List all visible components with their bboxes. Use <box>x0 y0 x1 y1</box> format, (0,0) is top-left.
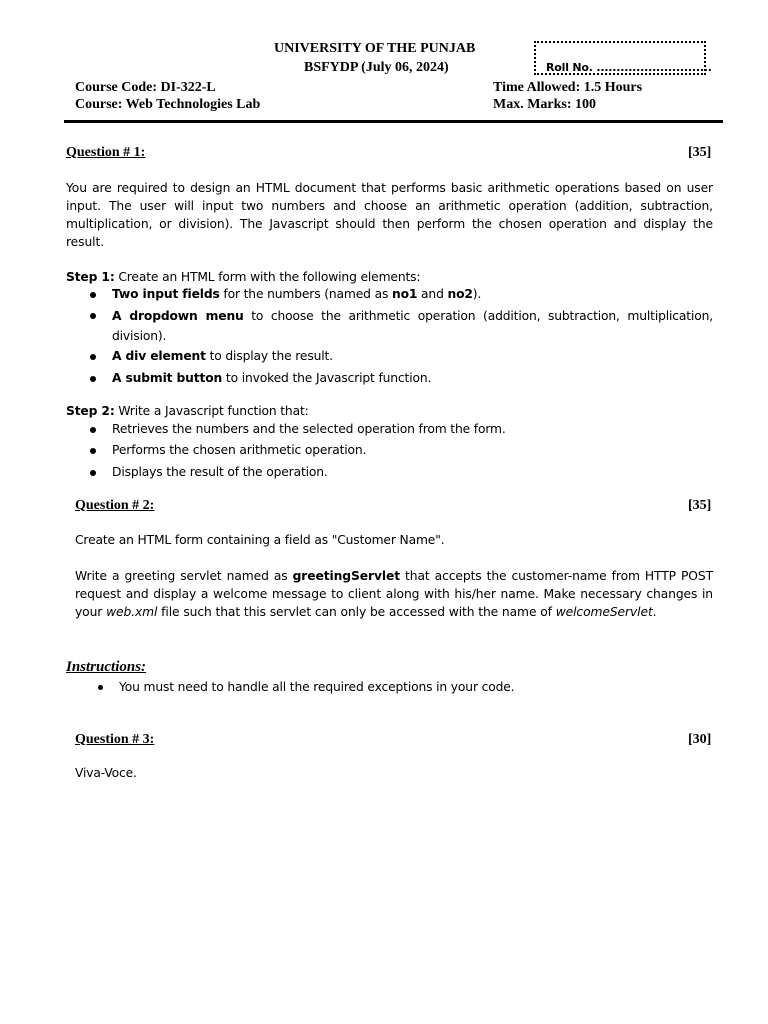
step2-bullet-2: Performs the chosen arithmetic operation. <box>112 443 367 457</box>
q2-p2-c: file such that this servlet can only be accessed with the name of <box>157 605 556 619</box>
step2-label: Step 2: <box>66 404 115 418</box>
q1-intro: You are required to design an HTML document that performs basic arithmetic operations based on user input. The user will input two numbers and choose an arithmetic operation (addition, subtraction, multiplication, or division). The Javascript should then perform the chosen operation and display the result. <box>66 181 713 249</box>
instruction-item: You must need to handle all the required exceptions in your code. <box>119 680 515 694</box>
b2-bold: A dropdown menu <box>112 309 244 323</box>
b3-bold: A div element <box>112 349 206 363</box>
time-allowed: Time Allowed: 1.5 Hours <box>493 80 643 95</box>
bullet-icon <box>90 292 96 298</box>
q2-p2-italic2: welcomeServlet <box>555 605 653 619</box>
b1-end: ). <box>472 287 482 301</box>
q2-p2-bold: greetingServlet <box>292 569 401 583</box>
course-code: Course Code: DI-322-L <box>75 80 216 95</box>
step1-bullet-2 <box>112 306 713 346</box>
step2-text: Write a Javascript function that: <box>114 404 309 418</box>
bullet-icon <box>90 354 96 360</box>
step1-bullet-3 <box>112 349 333 363</box>
course-name: Course: Web Technologies Lab <box>75 97 261 112</box>
bullet-icon <box>98 685 103 690</box>
header-divider <box>64 120 723 123</box>
bullet-icon <box>90 376 96 382</box>
b4-rest: to invoked the Javascript function. <box>222 371 432 385</box>
step1-label: Step 1: <box>66 270 115 284</box>
bullet-icon <box>90 448 96 454</box>
university-title: UNIVERSITY OF THE PUNJAB <box>274 41 476 56</box>
b4-bold: A submit button <box>112 371 223 385</box>
b2-rest: to choose the arithmetic operation (addition, subtraction, multiplication, division). <box>112 309 713 343</box>
q3-marks: [30] <box>688 732 712 747</box>
b1-no1: no1 <box>391 287 418 301</box>
q2-p2-a: Write a greeting servlet named as <box>75 569 293 583</box>
bullet-icon <box>90 470 96 476</box>
max-marks: Max. Marks: 100 <box>493 97 597 112</box>
b1-bold: Two input fields <box>112 287 220 301</box>
step1-bullet-1 <box>112 287 481 301</box>
step1-bullet-4 <box>112 371 431 385</box>
q1-marks: [35] <box>688 145 712 160</box>
program-title: BSFYDP (July 06, 2024) <box>304 60 449 75</box>
step2-line <box>66 404 309 418</box>
q3-text: Viva-Voce. <box>75 766 137 780</box>
b1-mid: for the numbers (named as <box>219 287 392 301</box>
step1-line <box>66 270 420 284</box>
q2-p2-d: . <box>652 605 657 619</box>
q2-title: Question # 2: <box>75 498 155 513</box>
q2-para-1: Create an HTML form containing a field as "Customer Name". <box>75 533 445 547</box>
instructions-title: Instructions: <box>66 659 147 675</box>
q2-p2-b: that accepts the customer-name from HTTP POST request and display a welcome message to client along with his/her name. Make necessary changes in your <box>75 569 714 619</box>
q2-marks: [35] <box>688 498 712 513</box>
bullet-icon <box>90 313 96 319</box>
b3-rest: to display the result. <box>205 349 333 363</box>
step2-bullet-3: Displays the result of the operation. <box>112 465 328 479</box>
step1-text: Create an HTML form with the following elements: <box>114 270 421 284</box>
step2-bullet-1: Retrieves the numbers and the selected operation from the form. <box>112 422 506 436</box>
q1-title: Question # 1: <box>66 145 146 160</box>
b1-and: and <box>417 287 448 301</box>
q3-title: Question # 3: <box>75 732 155 747</box>
roll-no-label: Roll No. ............................. <box>546 61 712 74</box>
q2-para-2 <box>75 567 713 621</box>
b1-no2: no2 <box>447 287 473 301</box>
bullet-icon <box>90 427 96 433</box>
q2-p2-italic1: web.xml <box>106 605 158 619</box>
roll-no-box <box>534 41 712 75</box>
